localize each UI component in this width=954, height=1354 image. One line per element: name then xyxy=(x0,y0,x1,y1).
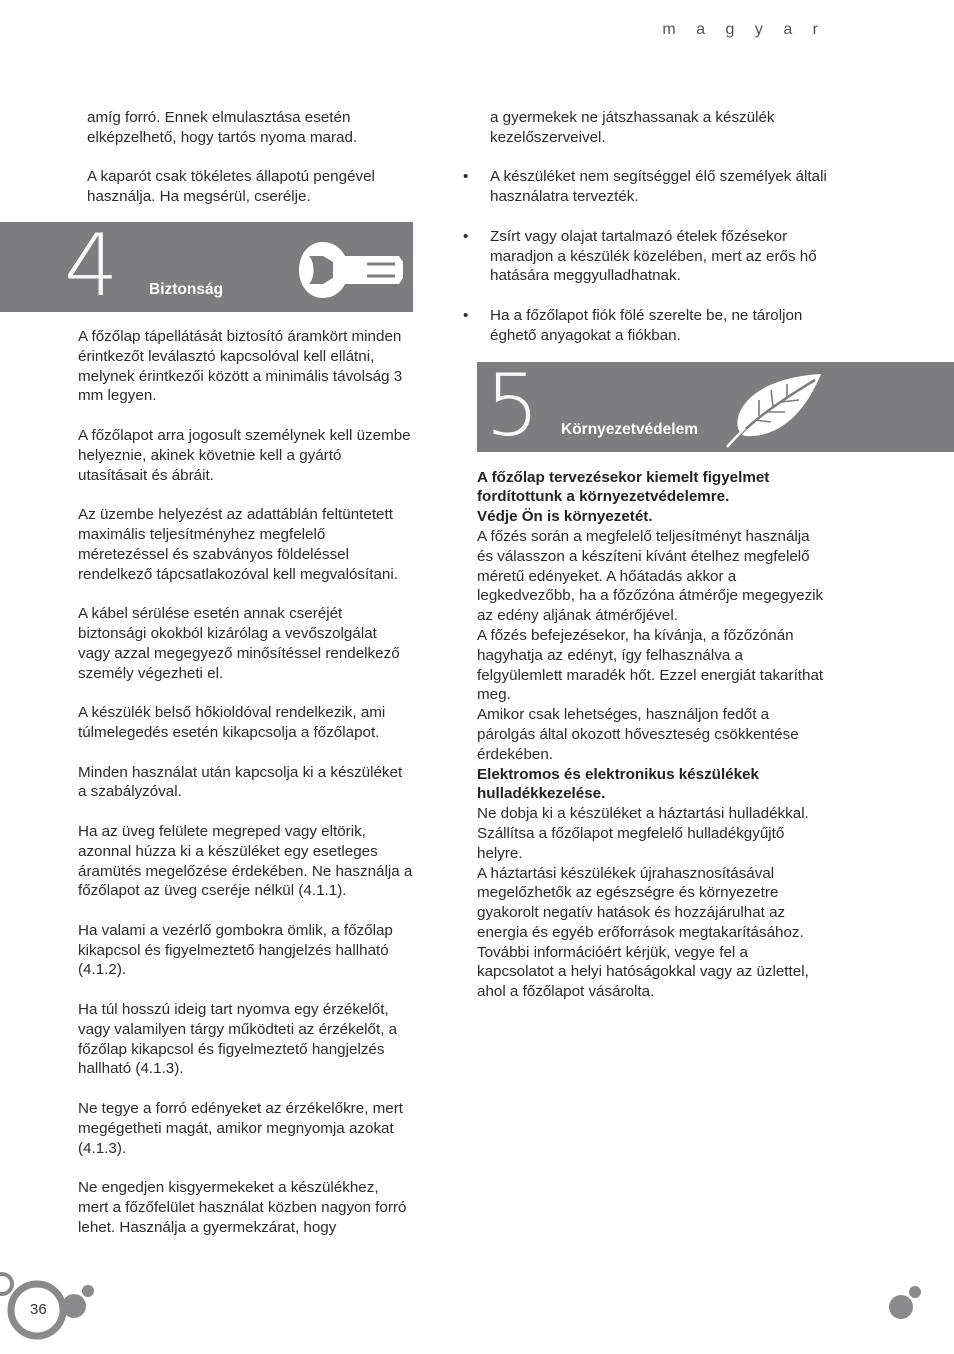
list-item: Ha az üveg felülete megreped vagy eltörik, azonnal húzza ki a készüléket egy esetleges áramütés megelőzése érdekében. Ne használja a főzőlapot az üveg cseréje nélkül (4.1.1). xyxy=(78,822,413,900)
footer-decoration-right xyxy=(880,1280,930,1330)
section-number: 4 xyxy=(64,221,119,312)
environment-text: A főzőlap tervezésekor kiemelt figyelmet fordítottunk a környezetvédelemre. Védje Ön is környezetét. A főzés során a megfelelő teljesítményt használja és válasszon a készíteni kívánt ételhez megfelelő méretű edényeket. A hőátadás akkor a legkedvezőbb, ha a főzőzóna átmérője megegyezik az edény aljának átmérőjével. A főzés befejezésekor, ha kívánja, a főzőzónán hagyhatja az edényt, így felhasználva a felgyülemlett maradék hőt. Ezzel energiát takaríthat meg. Amikor csak lehetséges, használjon fedőt a párolgás által okozott hőveszteség csökkentése érdekében. Elektromos és elektronikus készülékek hulladékkezelése. Ne dobja ki a készüléket a háztartási hulladékkal. Szállítsa a főzőlapot megfelelő hulladékgyűjtő helyre. A háztartási készülékek újrahasznosításával megelőzhetők az egészségre és környezetre gyakorolt negatív hatások és hozzájárulhat az energia és egyéb erőforrások megtakarításához. További információért kérjük, vegye fel a kapcsolatot a helyi hatóságokkal vagy az üzlettel, ahol a főzőlapot vásárolta. xyxy=(477,468,824,1001)
safety-bullet-list xyxy=(0,327,413,1238)
list-item: A főzőlapot arra jogosult személynek kell üzembe helyeznie, akinek követnie kell a gyártó utasításait és ábráit. xyxy=(78,426,411,484)
continuation-text: a gyermekek ne játszhassanak a készülék kezelőszerveivel. xyxy=(490,109,775,146)
leaf-icon xyxy=(725,370,825,448)
list-item: Minden használat után kapcsolja ki a készüléket a szabályzóval. xyxy=(78,763,403,801)
right-bullet-list xyxy=(463,167,954,345)
list-item: A kábel sérülése esetén annak cseréjét biztonsági okokból kizárólag a vevőszolgálat vagy azzal megegyező minősítéssel rendelkező személy végezheti el. xyxy=(78,605,400,682)
list-item: Ne engedjen kisgyermekeket a készülékhez, mert a főzőfelület használat közben nagyon forró lehet. Használja a gyermekzárat, hogy xyxy=(78,1179,407,1236)
language-label: m a g y a r xyxy=(662,21,826,38)
section-title: Környezetvédelem xyxy=(561,420,698,438)
section-number: 5 xyxy=(485,361,540,452)
section-5-banner xyxy=(477,362,954,452)
list-item: A kaparót csak tökéletes állapotú pengével használja. Ha megsérül, cserélje. xyxy=(87,168,375,206)
list-item: A főzőlap tápellátását biztosító áramkört minden érintkezőt leválasztó kapcsolóval kell ellátni, melynek érintkezői között a minimális távolság 3 mm legyen. xyxy=(78,327,403,405)
section-4-banner xyxy=(0,222,413,312)
section-title: Biztonság xyxy=(149,280,224,298)
left-column xyxy=(0,108,413,1238)
top-bullet-list xyxy=(0,167,413,207)
list-item: Az üzembe helyezést az adattáblán feltüntetett maximális teljesítményhez megfelelő méretezéssel és szabványos földeléssel rendelkező tápcsatlakozóval kell megvalósítani. xyxy=(78,506,398,583)
list-item: A készülék belső hőkioldóval rendelkezik, ami túlmelegedés esetén kikapcsolja a főzőlapot. xyxy=(78,704,386,741)
list-item: Ha valami a vezérlő gombokra ömlik, a főzőlap kikapcsol és figyelmeztető hangjelzés hallható (4.1.2). xyxy=(78,921,393,979)
wrench-icon xyxy=(295,238,405,302)
list-item: • A készüléket nem segítséggel élő személyek általi használatra tervezték. xyxy=(463,168,827,206)
list-item: Ha túl hosszú ideig tart nyomva egy érzékelőt, vagy valamilyen tárgy működteti az érzékelőt, a főzőlap kikapcsol és figyelmeztető hangjelzés hallható (4.1.3). xyxy=(78,1001,398,1078)
list-item: Ne tegye a forró edényeket az érzékelőkre, mert megégetheti magát, amikor megnyomja azokat (4.1.3). xyxy=(78,1100,404,1157)
list-item: • Zsírt vagy olajat tartalmazó ételek főzésekor maradjon a készülék közelében, mert az erős hő hatására meggyulladhatnak. xyxy=(463,227,817,285)
continuation-text: amíg forró. Ennek elmulasztása esetén elképzelhető, hogy tartós nyoma marad. xyxy=(87,109,358,146)
page-number: 36 xyxy=(30,1301,47,1318)
right-column xyxy=(463,108,954,1002)
list-item: • Ha a főzőlapot fiók fölé szerelte be, ne tároljon éghető anyagokat a fiókban. xyxy=(463,306,803,344)
